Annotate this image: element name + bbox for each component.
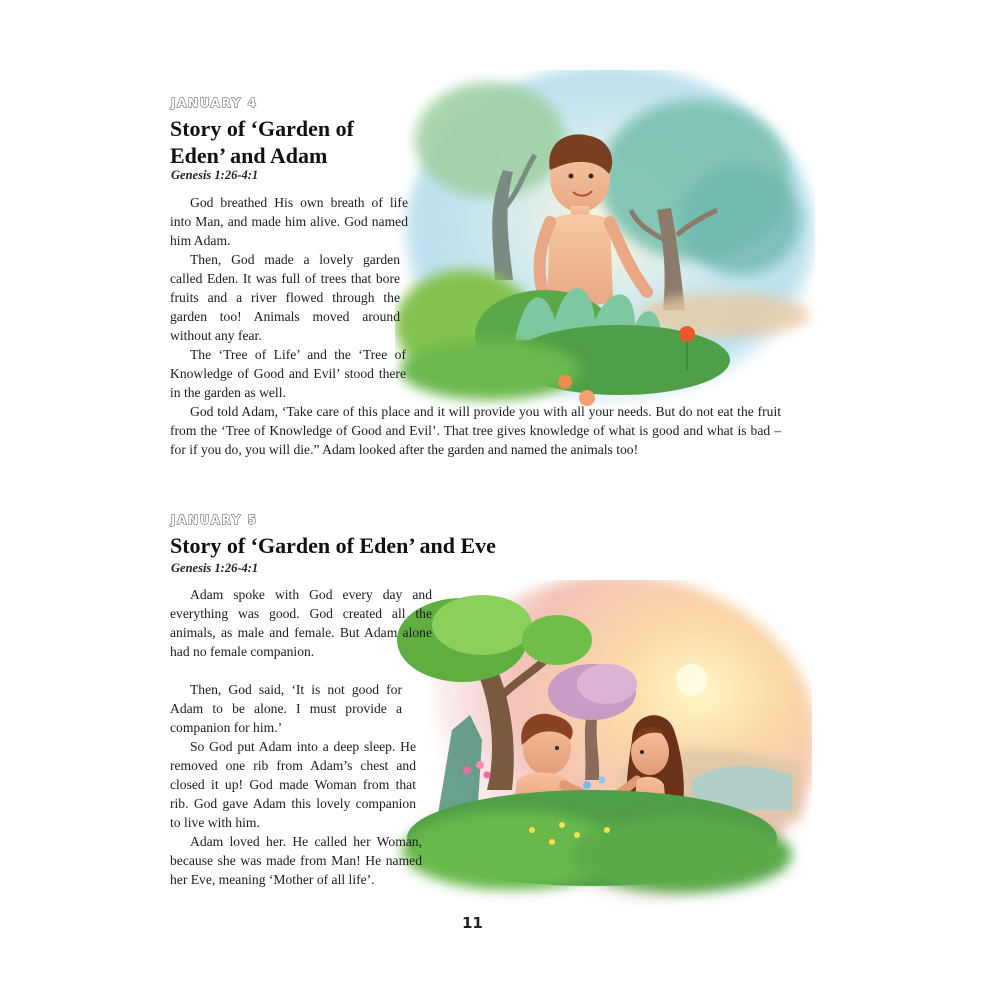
paragraph: Adam loved her. He called her Woman, because she was made from Man! He named her Eve, meaning ‘Mother of all life’. <box>170 834 422 887</box>
paragraph: Then, God said, ‘It is not good for Adam to be alone. I must provide a companion for him.’ <box>170 682 402 735</box>
entry-title <box>170 115 354 169</box>
paragraph: Then, God made a lovely garden called Eden. It was full of trees that bore fruits and a river flowed through the garden too! Animals moved around without any fear. <box>170 252 400 343</box>
entry-date: JANUARY 5 <box>171 513 258 527</box>
entry-date: JANUARY 4 <box>171 96 258 110</box>
paragraph: The ‘Tree of Life’ and the ‘Tree of Knowledge of Good and Evil’ stood there in the garden as well. <box>170 347 406 400</box>
entry-title-line-2: Eden’ and Adam <box>170 143 328 168</box>
entry-title: Story of ‘Garden of Eden’ and Eve <box>170 533 496 558</box>
page-number: 11 <box>462 914 483 932</box>
illustration-adam-and-eve <box>392 580 812 910</box>
entry-title-line-1: Story of ‘Garden of <box>170 116 354 141</box>
paragraph: God breathed His own breath of life into Man, and made him alive. God named him Adam. <box>170 195 408 248</box>
paragraph: So God put Adam into a deep sleep. He removed one rib from Adam’s chest and closed it up! God made Woman from that rib. God gave Adam this lovely companion to live with him. <box>170 739 416 830</box>
bible-reference: Genesis 1:26-4:1 <box>171 168 259 182</box>
bible-reference: Genesis 1:26-4:1 <box>171 561 259 575</box>
paragraph: God told Adam, ‘Take care of this place and it will provide you with all your needs. But do not eat the fruit from the ‘Tree of Knowledge of Good and Evil’. That tree gives knowledge of what is good and what is bad – for if you do, you will die.” Adam looked after the garden and named the animals too! <box>170 404 781 457</box>
illustration-adam-garden <box>395 70 815 415</box>
paragraph: Adam spoke with God every day and everything was good. God created all the animals, as male and female. But Adam alone had no female companion. <box>170 587 432 659</box>
